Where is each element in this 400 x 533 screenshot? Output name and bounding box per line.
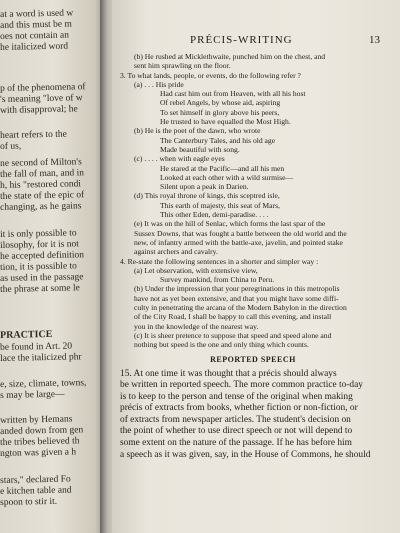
left-page-text-line: p of the phenomena of	[0, 82, 86, 94]
text-line: (b) Under the impression that your peregrinations in this metropolis	[134, 284, 340, 294]
left-page-text-line: e, size, climate, towns,	[0, 378, 87, 390]
left-page-text-line: lace the italicized phr	[0, 352, 82, 364]
left-page-text-line: 's meaning "love of w	[0, 93, 83, 105]
body-text-line: précis of extracts from books, whether fiction or non-fiction, or	[120, 403, 358, 414]
text-line: This other Eden, demi-paradise. . . .	[160, 210, 269, 220]
body-text-line: is to keep to the person and tense of the original when making	[120, 391, 353, 402]
text-line: Of rebel Angels, by whose aid, aspiring	[160, 98, 281, 108]
left-page-text-line: he accepted definition	[0, 250, 85, 262]
left-page-text-line: tion, it is possible to	[0, 261, 78, 273]
left-page-text-line: oes not contain an	[0, 30, 70, 42]
text-line: (c) It is sheer pretence to suppose that speed and speed alone and	[134, 330, 332, 340]
left-page-text-line: the phrase at some le	[0, 283, 80, 295]
left-page-text-line: h, his "restored condi	[0, 179, 82, 191]
text-line: He trusted to have equalled the Most High.	[160, 117, 291, 127]
text-line: sent him sprawling on the floor.	[134, 61, 231, 71]
text-line: have not as yet been extensive, and that you might have some diffi-	[134, 293, 339, 303]
text-line: The Canterbury Tales, and his old age	[160, 135, 276, 145]
exercise-block	[120, 52, 386, 350]
left-page-text-line: written by Hemans	[0, 414, 73, 426]
left-page-text-line: s may be large—	[0, 389, 65, 401]
body-text-line: a speech as it was given, say, in the House of Commons, he should	[120, 449, 371, 460]
text-line: Silent upon a peak in Darien.	[160, 182, 249, 192]
text-line: This earth of majesty, this seat of Mars,	[160, 200, 280, 210]
text-line: (e) It was on the hill of Senlac, which forms the last spar of the	[134, 219, 326, 229]
text-line: of the City Road, I shall be happy to call this evening, and install	[134, 312, 332, 322]
text-line: 4. Re-state the following sentences in a shorter and simpler way :	[120, 256, 319, 266]
left-page-text-line: ngton was given a h	[0, 447, 77, 459]
left-page-text-line: the state of the epic of	[0, 190, 85, 202]
left-page-text-line: at a word is used w	[0, 8, 74, 20]
left-page-text-line: e kitchen table and	[0, 485, 72, 497]
body-text-line: some extent on the nature of the passage. If he has before him	[120, 438, 352, 449]
body-text-line: 15. At one time it was thought that a précis should always	[120, 368, 337, 379]
left-page-text-line: and this must be m	[0, 19, 72, 31]
text-line: (a) . . . His pride	[134, 79, 184, 89]
text-line: (d) This royal throne of kings, this sceptred isle,	[134, 191, 280, 201]
left-page-text-line: heart refers to the	[0, 129, 67, 141]
text-line: Made beautiful with song.	[160, 144, 240, 154]
left-page-text-line: stars," declared Fo	[0, 474, 71, 486]
left-page-text-line: the tribes believed th	[0, 436, 80, 448]
left-page-text-line: the fall of man, and in	[0, 168, 85, 180]
text-line: new, of infantry armed with the battle-axe, javelin, and pointed stake	[134, 237, 343, 247]
right-page	[112, 0, 400, 533]
body-text-line: the point of whether to use direct speech or not will depend to	[120, 426, 353, 437]
text-line: Survey mankind, from China to Peru.	[160, 275, 275, 285]
left-page-text-line: PRACTICE	[0, 328, 53, 341]
body-text	[120, 369, 386, 462]
text-line: To set himself in glory above his peers,	[160, 107, 280, 117]
left-page-text-line: he italicized word	[0, 41, 69, 53]
left-page-text-line: of us,	[0, 141, 22, 152]
text-line: you in the knowledge of the nearest way.	[134, 321, 259, 331]
text-line: (c) . . . . when with eagle eyes	[134, 154, 225, 164]
page-number: 13	[369, 34, 380, 46]
text-line: (a) Let observation, with extensive view,	[134, 265, 258, 275]
text-line: culty in penetrating the arcana of the Modern Babylon in the direction	[134, 303, 347, 313]
left-page	[0, 0, 108, 533]
section-heading: REPORTED SPEECH	[210, 354, 296, 364]
left-page-text-line: be found in Art. 20	[0, 341, 73, 353]
left-page-text-line: ne second of Milton's	[0, 157, 82, 169]
left-page-text-line: ilosophy, for it is not	[0, 239, 80, 251]
left-page-text-line: it is only possible to	[0, 228, 77, 240]
text-line: Looked at each other with a wild surmise—	[160, 172, 294, 182]
text-line: (b) He is the poet of the dawn, who wrote	[134, 126, 261, 136]
text-line: 3. To what lands, people, or events, do the following refer ?	[120, 70, 301, 80]
page-header	[112, 34, 400, 48]
body-text-line: be written in reported speech. The more common practice to-day	[120, 380, 363, 391]
running-title: PRÉCIS-WRITING	[190, 34, 293, 46]
body-text-line: of extracts from newspaper articles. The student's decision on	[120, 414, 351, 425]
left-page-text-line: changing, as he gains	[0, 201, 82, 213]
left-page-text-line: as used in the passage	[0, 272, 84, 284]
text-line: Sussex Downs, that was fought a battle between the old world and the	[134, 228, 347, 238]
left-page-text-line: spoon to stir it.	[0, 496, 58, 508]
left-page-text-line: anded down from gen	[0, 425, 84, 437]
text-line: Had cast him out from Heaven, with all his host	[160, 89, 306, 99]
page-content	[120, 52, 386, 461]
text-line: nothing but speed is the one and only thing which counts.	[134, 340, 309, 350]
text-line: He stared at the Pacific—and all his men	[160, 163, 285, 173]
text-line: (b) He rushed at Micklethwaite, punched him on the chest, and	[134, 52, 326, 61]
text-line: against archers and cavalry.	[134, 247, 218, 257]
left-page-text-line: with disapproval; he	[0, 104, 78, 116]
